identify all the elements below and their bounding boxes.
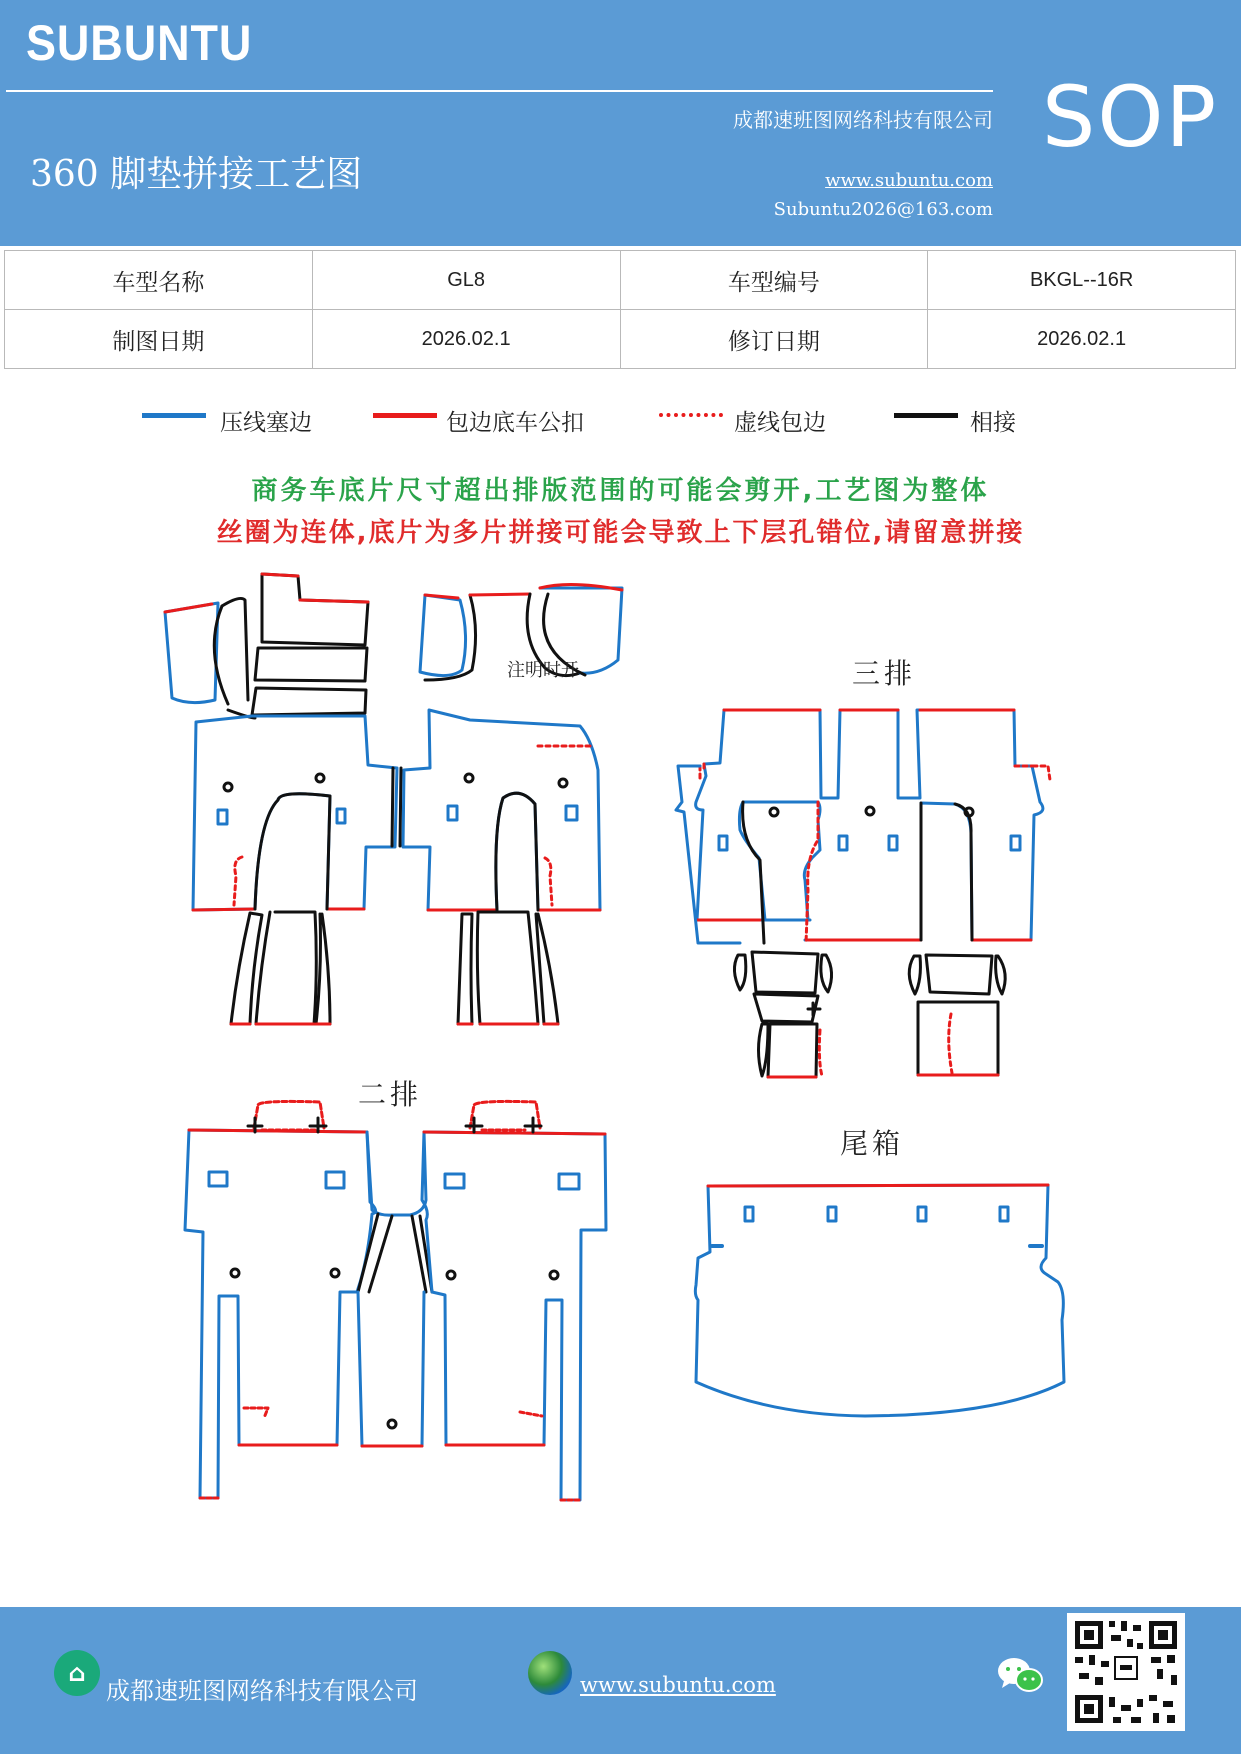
header-company: 成都速班图网络科技有限公司 — [733, 108, 993, 132]
mat-diagram-svg — [0, 540, 1241, 1520]
second-row-mats — [185, 1101, 606, 1500]
third-row-right-section — [724, 710, 1043, 940]
globe-icon — [528, 1651, 572, 1695]
row3-label: 三排 — [852, 657, 917, 690]
footer-website-link[interactable]: www.subuntu.com — [580, 1673, 776, 1697]
draw-date-label: 制图日期 — [5, 310, 313, 369]
third-row-mats — [676, 710, 1050, 1077]
third-row-left-section — [696, 710, 820, 920]
legend-label-black: 相接 — [970, 410, 1016, 436]
legend — [0, 400, 1241, 440]
header-divider — [6, 90, 993, 92]
legend-swatch-red — [373, 413, 437, 418]
model-code-value: BKGL--16R — [928, 251, 1236, 310]
wechat-icon[interactable] — [996, 1655, 1044, 1695]
footer-banner — [0, 1607, 1241, 1754]
building-icon: ⌂ — [54, 1650, 100, 1696]
header-website-link[interactable]: www.subuntu.com — [825, 170, 993, 191]
legend-label-blue: 压线塞边 — [220, 410, 312, 436]
front-right-main-mat — [403, 710, 600, 910]
trunk-label: 尾箱 — [840, 1127, 905, 1160]
note-line-2: 丝圈为连体,底片为多片拼接可能会导致上下层孔错位,请留意拼接 — [216, 518, 1025, 548]
table-row — [5, 310, 1236, 369]
revise-date-label: 修订日期 — [620, 310, 928, 369]
legend-label-dotted: 虚线包边 — [734, 410, 826, 436]
legend-swatch-blue — [142, 413, 206, 418]
trunk-mat — [695, 1185, 1064, 1416]
header-email: Subuntu2026@163.com — [773, 199, 993, 220]
model-name-value: GL8 — [312, 251, 620, 310]
note-line-1: 商务车底片尺寸超出排版范围的可能会剪开,工艺图为整体 — [251, 476, 990, 506]
model-code-label: 车型编号 — [620, 251, 928, 310]
front-right-corner-piece — [420, 595, 466, 676]
legend-swatch-dotted — [659, 413, 723, 417]
info-table — [4, 250, 1236, 369]
front-row-mats — [165, 574, 622, 1024]
draw-date-value: 2026.02.1 — [312, 310, 620, 369]
revise-date-value: 2026.02.1 — [928, 310, 1236, 369]
brand-logo: SUBUNTU — [26, 15, 253, 71]
front-left-main-mat — [193, 716, 397, 910]
front-left-top-piece — [262, 574, 368, 645]
qr-code-icon — [1067, 1613, 1185, 1731]
model-name-label: 车型名称 — [5, 251, 313, 310]
header-banner — [0, 0, 1241, 246]
page-title: 360 脚垫拼接工艺图 — [30, 154, 363, 195]
front-note: 注明时开 — [507, 660, 579, 681]
legend-label-red: 包边底车公扣 — [446, 410, 584, 436]
footer-company: 成都速班图网络科技有限公司 — [106, 1677, 418, 1705]
front-left-corner-piece — [165, 603, 218, 703]
legend-swatch-black — [894, 413, 958, 418]
table-row — [5, 251, 1236, 310]
mat-diagram — [0, 540, 1241, 1520]
second-row-center-piece — [367, 1132, 426, 1215]
row2-label: 二排 — [358, 1078, 423, 1111]
sop-badge: SOP — [1042, 68, 1219, 166]
